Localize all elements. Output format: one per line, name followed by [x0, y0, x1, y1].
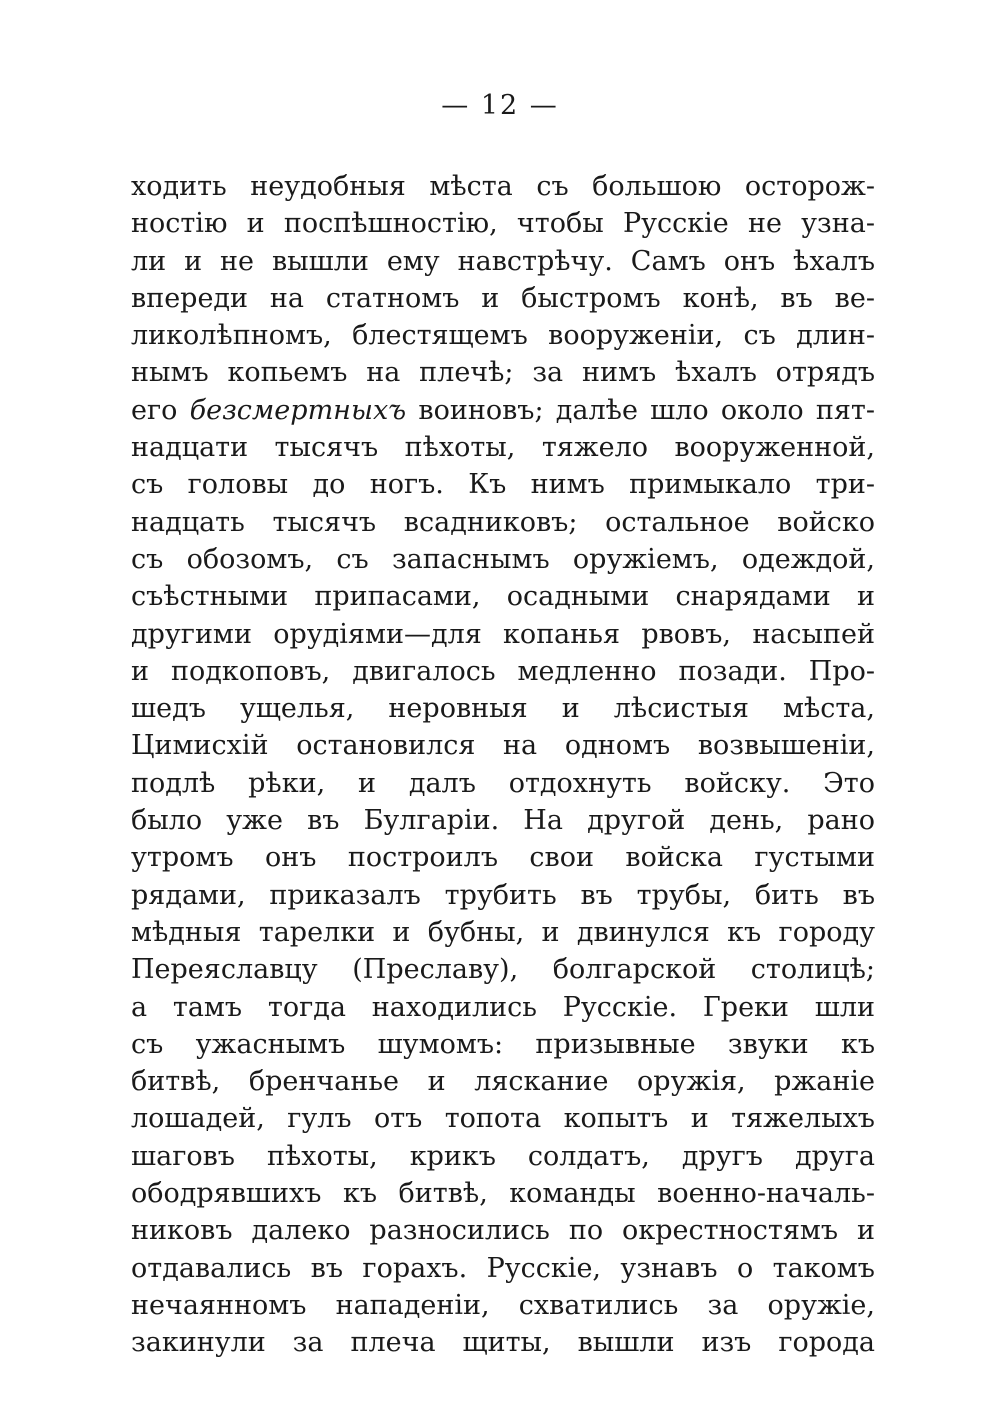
- text-line: ликолѣпномъ, блестящемъ вооруженіи, съ длин-: [131, 320, 875, 352]
- text-line: подлѣ рѣки, и далъ отдохнуть войску. Это: [131, 767, 875, 799]
- text-line: съ обозомъ, съ запаснымъ оружіемъ, одеждой,: [131, 543, 875, 575]
- text-line: другими орудіями—для копанья рвовъ, насыпей: [131, 618, 875, 650]
- text-line: съѣстными припасами, осадными снарядами и: [131, 581, 875, 613]
- text-line: шедъ ущелья, неровныя и лѣсистыя мѣста,: [131, 693, 875, 725]
- text-line: а тамъ тогда находились Русскіе. Греки шли: [131, 991, 875, 1023]
- text-line: ходить неудобныя мѣста съ большою осторож-: [131, 171, 875, 202]
- page-number: — 12 —: [441, 90, 559, 121]
- text-line: надцать тысячъ всадниковъ; остальное войско: [131, 506, 875, 538]
- text-line: впереди на статномъ и быстромъ конѣ, въ ве-: [131, 282, 875, 314]
- text-line: Переяславцу (Преславу), болгарской столицѣ;: [131, 954, 875, 986]
- text-line: нымъ копьемъ на плечѣ; за нимъ ѣхалъ отрядъ: [131, 357, 875, 389]
- italic-term: безсмертныхъ: [189, 394, 407, 426]
- text-line: ностію и поспѣшностію, чтобы Русскіе не узна-: [131, 208, 875, 240]
- text-line: отдавались въ горахъ. Русскіе, узнавъ о такомъ: [131, 1252, 875, 1284]
- body-text: [131, 168, 875, 1362]
- text-line: ли и не вышли ему навстрѣчу. Самъ онъ ѣхалъ: [131, 245, 875, 277]
- text-segment: воиновъ; далѣе шло около пят-: [406, 394, 875, 426]
- text-segment: его: [131, 394, 190, 426]
- text-line: и подкоповъ, двигалось медленно позади. Про-: [131, 655, 875, 687]
- text-line: надцати тысячъ пѣхоты, тяжело вооруженной,: [131, 432, 875, 464]
- text-line: было уже въ Булгаріи. На другой день, рано: [131, 805, 875, 837]
- text-line: ободрявшихъ къ битвѣ, команды военно-началь-: [131, 1178, 875, 1210]
- text-line: съ ужаснымъ шумомъ: призывные звуки къ: [131, 1028, 875, 1060]
- text-line: утромъ онъ построилъ свои войска густыми: [131, 842, 875, 874]
- text-line: Цимисхій остановился на одномъ возвышеніи,: [131, 730, 875, 762]
- text-line: битвѣ, бренчанье и ляскание оружія, ржаніе: [131, 1066, 875, 1098]
- text-line: никовъ далеко разносились по окрестностямъ и: [131, 1215, 875, 1247]
- text-line: шаговъ пѣхоты, крикъ солдатъ, другъ друга: [131, 1140, 875, 1172]
- text-line: съ головы до ногъ. Къ нимъ примыкало три-: [131, 469, 875, 501]
- text-line: рядами, приказалъ трубить въ трубы, бить въ: [131, 879, 875, 911]
- text-line: нечаянномъ нападеніи, схватились за оружіе,: [131, 1289, 875, 1321]
- text-line-with-italic: [131, 392, 875, 429]
- text-line: закинули за плеча щиты, вышли изъ города: [131, 1327, 875, 1359]
- text-line: лошадей, гулъ отъ топота копытъ и тяжелыхъ: [131, 1103, 875, 1135]
- text-line: мѣдныя тарелки и бубны, и двинулся къ городу: [131, 916, 875, 948]
